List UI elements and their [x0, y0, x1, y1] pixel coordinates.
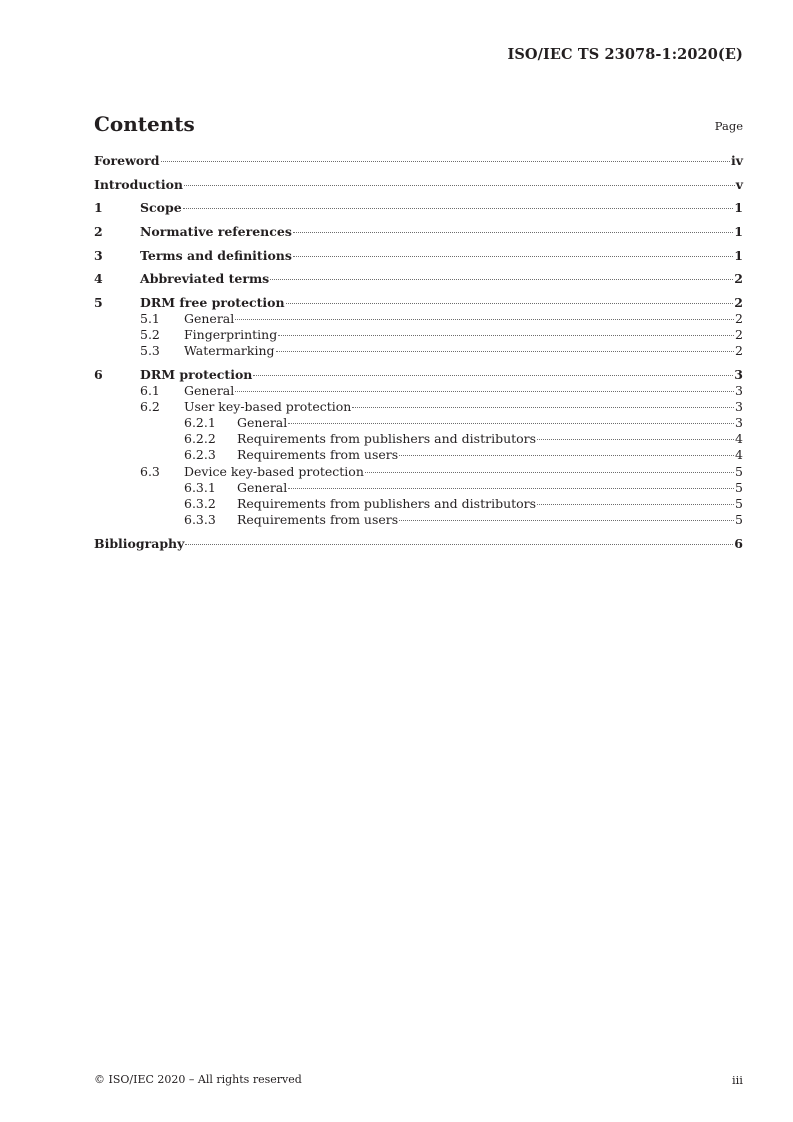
dot-leader — [365, 472, 734, 473]
dot-leader — [185, 544, 733, 545]
toc-entry[interactable] — [94, 480, 743, 496]
toc-entry-title: General — [237, 479, 288, 495]
dot-leader — [235, 391, 734, 392]
toc-entry[interactable] — [94, 399, 743, 415]
toc-entry[interactable] — [94, 327, 743, 343]
toc-entry-title: General — [184, 383, 235, 399]
toc-entry-title: Requirements from users — [237, 511, 399, 527]
table-of-contents — [94, 153, 743, 552]
toc-entry[interactable] — [94, 431, 743, 447]
toc-entry-number: 2 — [94, 224, 103, 240]
document-id: ISO/IEC TS 23078-1:2020(E) — [507, 46, 743, 63]
toc-entry-page: 6 — [734, 535, 743, 551]
toc-entry-page: 1 — [734, 247, 743, 263]
dot-leader — [253, 375, 733, 376]
toc-entry-number: 6.2.3 — [184, 447, 216, 463]
toc-entry[interactable] — [94, 464, 743, 480]
toc-entry-page: 1 — [734, 200, 743, 216]
footer-page-number: iii — [731, 1073, 743, 1087]
toc-entry-number: 4 — [94, 271, 103, 287]
toc-entry-title: Introduction — [94, 176, 184, 192]
toc-entry-number: 6.3.1 — [184, 479, 216, 495]
toc-entry[interactable] — [94, 447, 743, 463]
toc-entry-title: General — [237, 415, 288, 431]
toc-entry-number: 1 — [94, 200, 103, 216]
toc-entry[interactable] — [94, 343, 743, 359]
toc-entry-number: 5 — [94, 295, 103, 311]
toc-entry[interactable] — [94, 224, 743, 240]
toc-entry-number: 5.1 — [140, 311, 160, 327]
toc-entry-page: 5 — [735, 495, 743, 511]
toc-entry-page: 4 — [735, 447, 743, 463]
toc-entry-number: 6.2.2 — [184, 431, 216, 447]
toc-entry-page: 2 — [735, 343, 743, 359]
toc-entry-title: Abbreviated terms — [140, 271, 270, 287]
toc-entry-number: 3 — [94, 247, 103, 263]
toc-entry[interactable] — [94, 536, 743, 552]
dot-leader — [293, 232, 733, 233]
footer-copyright: © ISO/IEC 2020 – All rights reserved — [94, 1073, 302, 1086]
toc-entry-title: Bibliography — [94, 535, 185, 551]
toc-entry-title: Scope — [140, 200, 182, 216]
toc-entry-title: User key-based protection — [184, 399, 352, 415]
toc-entry-number: 6.3.3 — [184, 511, 216, 527]
toc-entry-page: v — [735, 176, 743, 192]
toc-entry-title: Requirements from users — [237, 447, 399, 463]
toc-entry-page: 3 — [735, 415, 743, 431]
toc-entry-number: 5.3 — [140, 343, 160, 359]
toc-entry-page: 3 — [735, 399, 743, 415]
toc-entry-page: 5 — [735, 463, 743, 479]
toc-entry[interactable] — [94, 383, 743, 399]
toc-entry-number: 6.3 — [140, 463, 160, 479]
toc-entry-page: 2 — [734, 271, 743, 287]
toc-entry-number: 6.1 — [140, 383, 160, 399]
toc-entry[interactable] — [94, 311, 743, 327]
toc-entry-page: 2 — [735, 327, 743, 343]
toc-entry-number: 6.3.2 — [184, 495, 216, 511]
dot-leader — [399, 455, 734, 456]
dot-leader — [235, 319, 734, 320]
toc-entry-page: 3 — [734, 367, 743, 383]
dot-leader — [537, 439, 734, 440]
dot-leader — [288, 488, 734, 489]
toc-entry-page: 2 — [734, 295, 743, 311]
dot-leader — [286, 303, 734, 304]
toc-entry[interactable] — [94, 153, 743, 169]
dot-leader — [276, 351, 735, 352]
toc-entry[interactable] — [94, 496, 743, 512]
toc-entry-page: iv — [730, 153, 743, 168]
dot-leader — [270, 279, 733, 280]
toc-entry-number: 6.2.1 — [184, 415, 216, 431]
page-column-label: Page — [714, 119, 743, 133]
toc-entry[interactable] — [94, 177, 743, 193]
dot-leader — [278, 335, 734, 336]
toc-entry-title: DRM free protection — [140, 295, 285, 311]
toc-entry-title: Fingerprinting — [184, 327, 278, 343]
dot-leader — [399, 520, 734, 521]
toc-entry-page: 3 — [735, 383, 743, 399]
dot-leader — [184, 185, 735, 186]
toc-entry-title: Watermarking — [184, 343, 275, 359]
toc-entry-title: DRM protection — [140, 367, 253, 383]
toc-entry-title: Device key-based protection — [184, 463, 364, 479]
toc-entry[interactable] — [94, 367, 743, 383]
toc-entry-title: Foreword — [94, 153, 160, 168]
toc-entry[interactable] — [94, 512, 743, 528]
toc-entry-title: Requirements from publishers and distributors — [237, 495, 537, 511]
toc-entry-number: 6 — [94, 367, 103, 383]
contents-heading: Contents — [94, 112, 195, 136]
dot-leader — [288, 423, 734, 424]
toc-entry[interactable] — [94, 295, 743, 311]
dot-leader — [293, 256, 733, 257]
dot-leader — [183, 208, 734, 209]
dot-leader — [352, 407, 734, 408]
toc-entry-page: 5 — [735, 511, 743, 527]
toc-entry[interactable] — [94, 200, 743, 216]
toc-entry-title: Requirements from publishers and distributors — [237, 431, 537, 447]
toc-entry-title: Terms and definitions — [140, 247, 292, 263]
dot-leader — [537, 504, 734, 505]
toc-entry-page: 1 — [734, 224, 743, 240]
toc-entry[interactable] — [94, 248, 743, 264]
toc-entry-number: 6.2 — [140, 399, 160, 415]
toc-entry[interactable] — [94, 271, 743, 287]
toc-entry-number: 5.2 — [140, 327, 160, 343]
dot-leader — [161, 161, 730, 162]
toc-entry-title: General — [184, 311, 235, 327]
toc-entry-page: 5 — [735, 479, 743, 495]
toc-entry-page: 2 — [735, 311, 743, 327]
toc-entry-page: 4 — [735, 431, 743, 447]
toc-entry[interactable] — [94, 415, 743, 431]
toc-entry-title: Normative references — [140, 224, 292, 240]
